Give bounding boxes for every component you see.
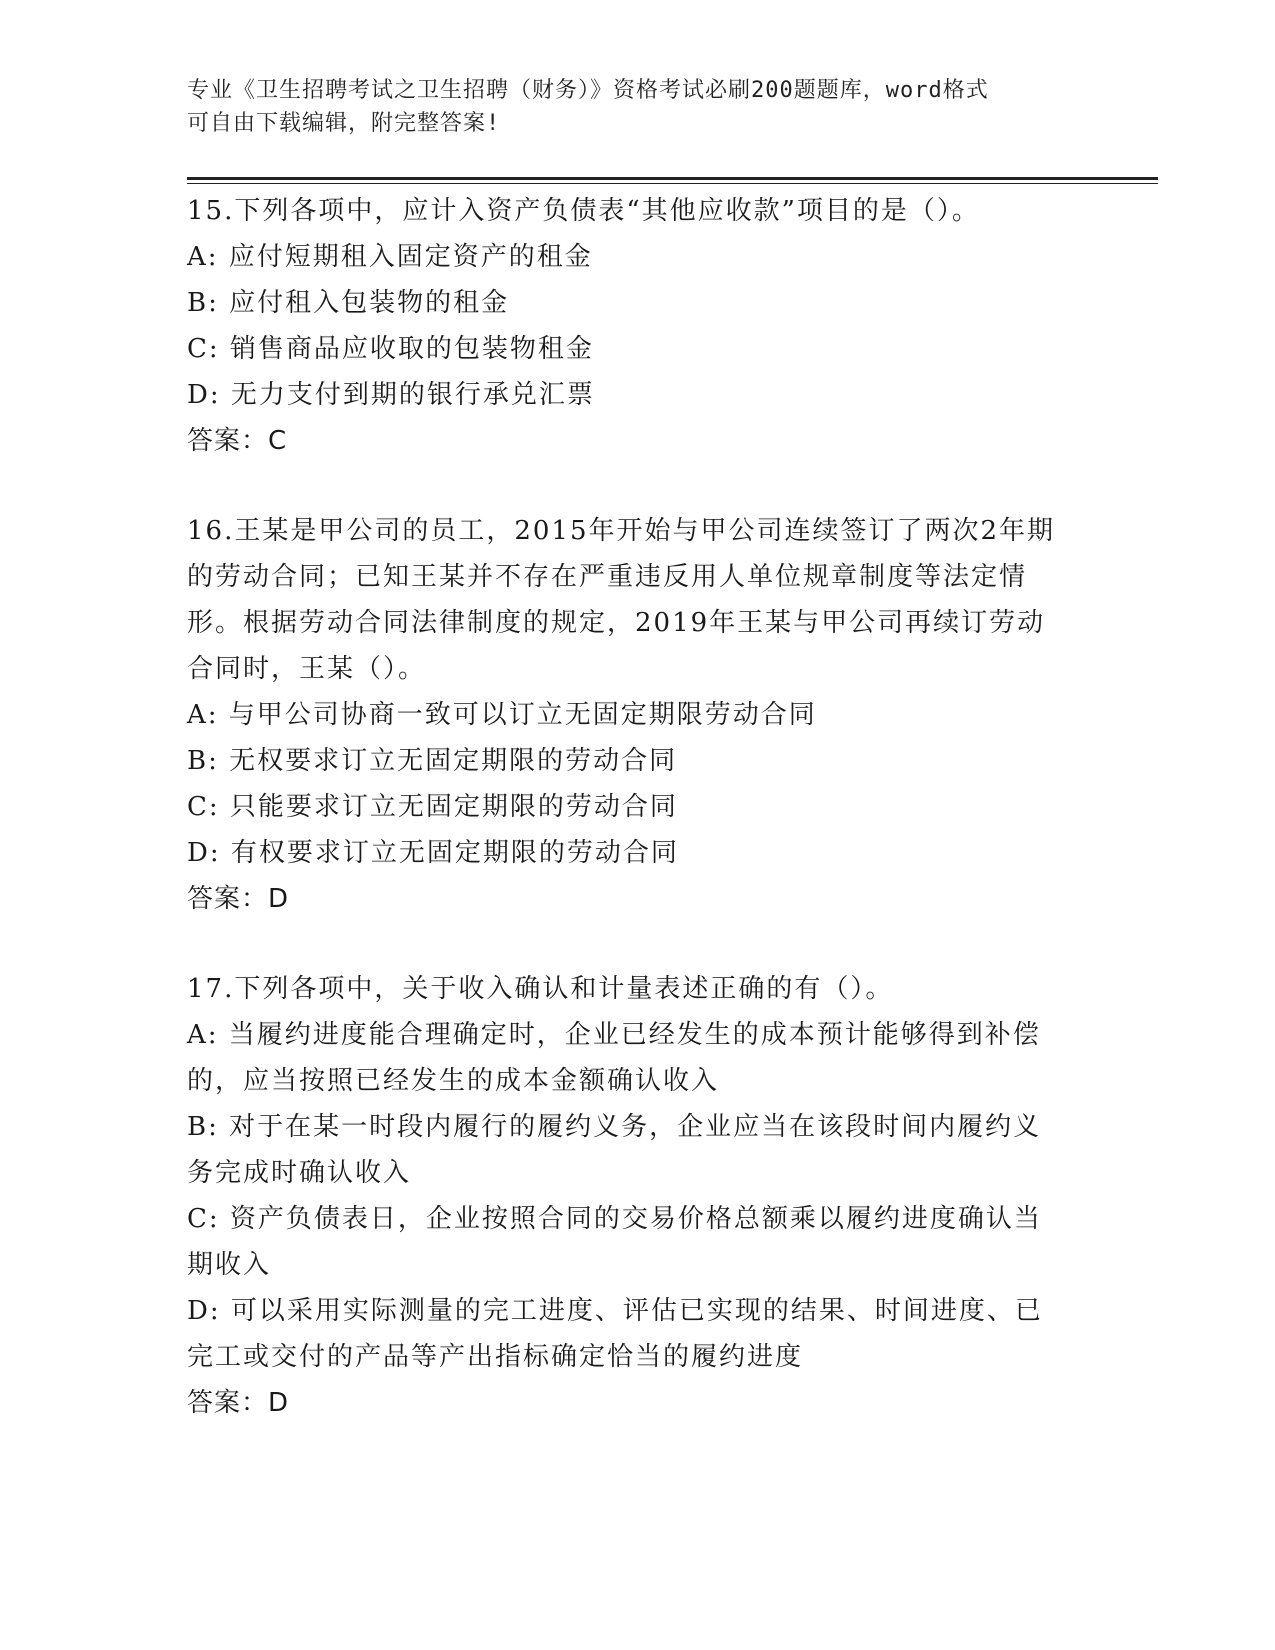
option-b-continued: 务完成时确认收入 [187,1158,412,1188]
option-c: C: 只能要求订立无固定期限的劳动合同 [187,792,678,822]
option-b: B: 无权要求订立无固定期限的劳动合同 [187,746,678,776]
question-stem: 的劳动合同；已知王某并不存在严重违反用人单位规章制度等法定情 [187,562,1028,592]
option-d: D: 无力支付到期的银行承兑汇票 [187,380,595,410]
option-b: B: 应付租入包装物的租金 [187,288,510,318]
document-header [187,74,1087,140]
question-stem: 合同时，王某（）。 [187,654,427,684]
question-stem: 16.王某是甲公司的员工，2015年开始与甲公司连续签订了两次2年期 [187,516,1056,546]
question-stem: 15.下列各项中，应计入资产负债表“其他应收款”项目的是（）。 [187,196,980,226]
spacer [187,464,1087,508]
question-list [187,188,1087,1426]
answer: 答案：D [187,1388,290,1418]
option-c-continued: 期收入 [187,1250,272,1280]
header-divider-thin [187,183,1158,184]
option-a: A: 与甲公司协商一致可以订立无固定期限劳动合同 [187,700,817,730]
question-stem: 17.下列各项中，关于收入确认和计量表述正确的有（）。 [187,974,894,1004]
answer: 答案：C [187,426,288,456]
header-line-2: 可自由下载编辑，附完整答案! [187,111,501,136]
header-line-1: 专业《卫生招聘考试之卫生招聘（财务）》资格考试必刷200题题库，word格式 [187,78,989,103]
option-c: C: 销售商品应收取的包装物租金 [187,334,594,364]
option-a: A: 当履约进度能合理确定时，企业已经发生的成本预计能够得到补偿 [187,1020,1041,1050]
option-d-continued: 完工或交付的产品等产出指标确定恰当的履约进度 [187,1342,804,1372]
question-16 [187,508,1087,922]
question-15 [187,188,1087,464]
option-d: D: 有权要求订立无固定期限的劳动合同 [187,838,679,868]
question-17 [187,966,1087,1426]
option-a: A: 应付短期租入固定资产的租金 [187,242,593,272]
option-b: B: 对于在某一时段内履行的履约义务，企业应当在该段时间内履约义 [187,1112,1042,1142]
option-d: D: 可以采用实际测量的完工进度、评估已实现的结果、时间进度、已 [187,1296,1043,1326]
answer: 答案：D [187,884,290,914]
spacer [187,922,1087,966]
question-stem: 形。根据劳动合同法律制度的规定，2019年王某与甲公司再续订劳动 [187,608,1046,638]
option-c: C: 资产负债表日，企业按照合同的交易价格总额乘以履约进度确认当 [187,1204,1042,1234]
option-a-continued: 的，应当按照已经发生的成本金额确认收入 [187,1066,720,1096]
header-divider-thick [187,177,1158,180]
